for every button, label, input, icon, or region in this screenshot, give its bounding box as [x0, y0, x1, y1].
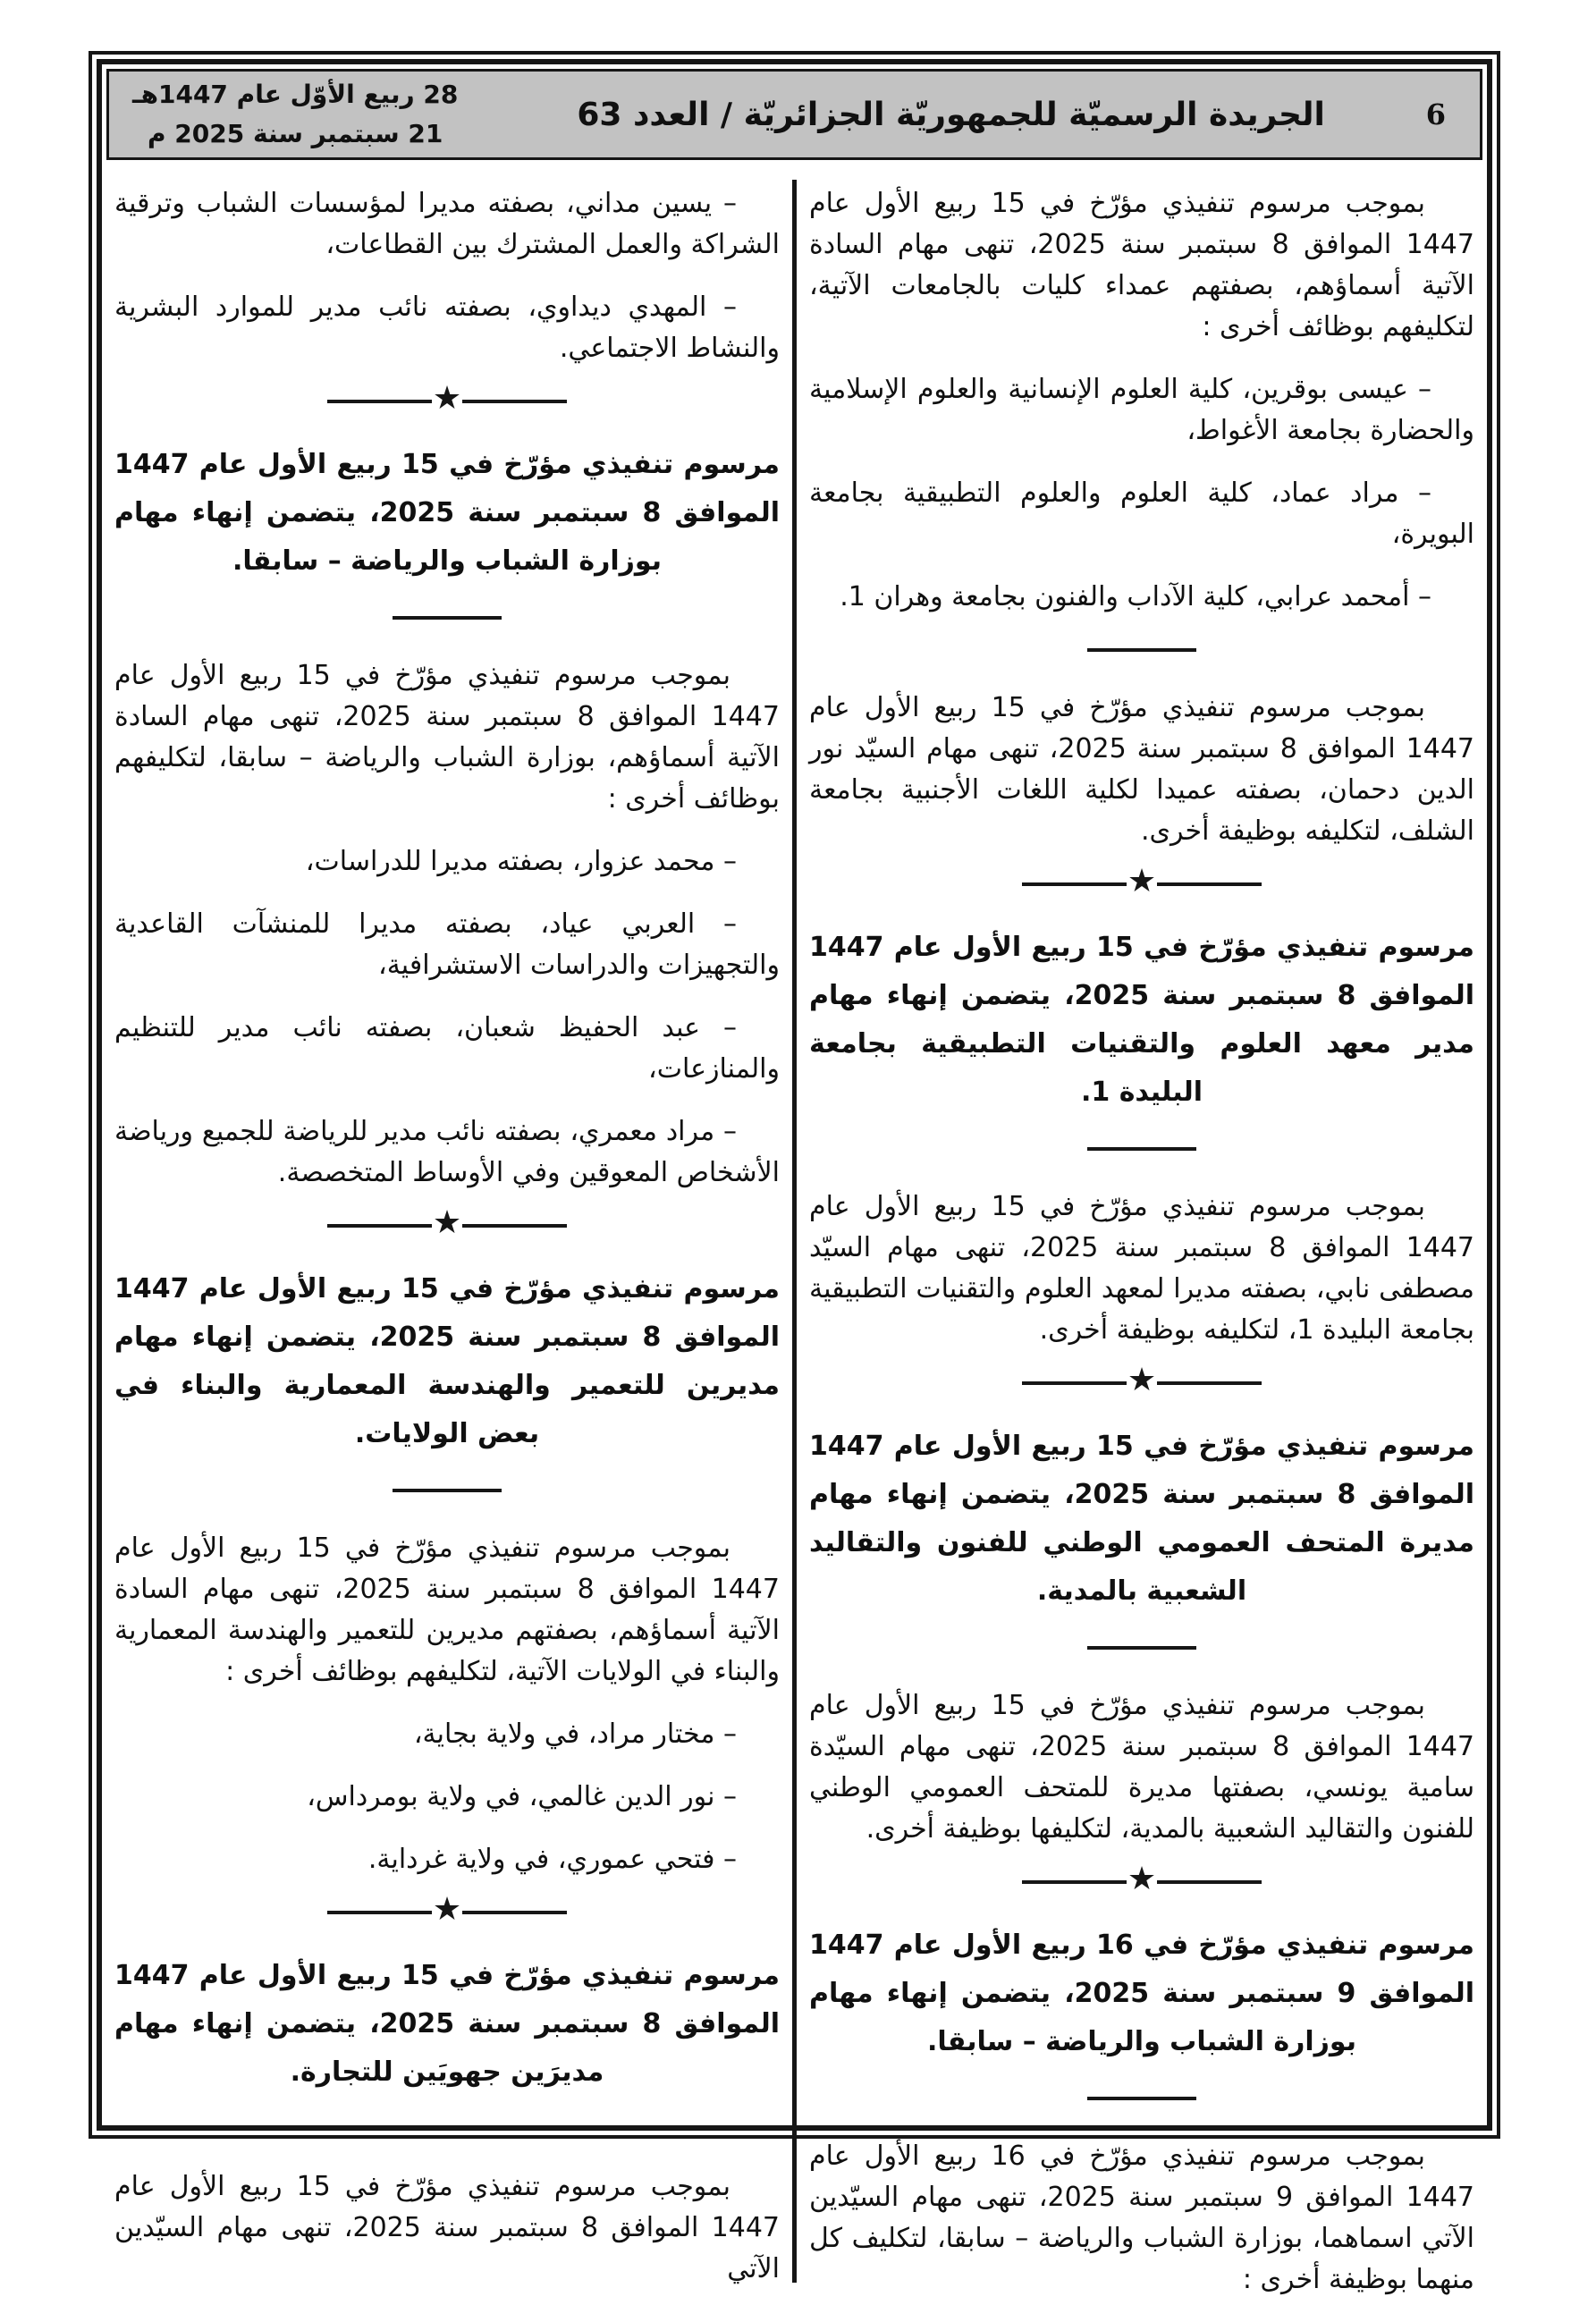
decree-paragraph: بموجب مرسوم تنفيذي مؤرّخ في 15 ربيع الأول عام 1447 الموافق 8 سبتمبر سنة 2025، تنهى مهام السادة الآتية أسماؤهم، بصفتهم عمداء كليات بالجامعات الآتية، لتكليفهم بوظائف أخرى : [809, 188, 1474, 342]
header [106, 69, 1482, 160]
separator-rule [1022, 1880, 1127, 1884]
separator-rule [327, 1224, 432, 1228]
decree-heading: مرسوم تنفيذي مؤرّخ في 15 ربيع الأول عام 1447 الموافق 8 سبتمبر سنة 2025، يتضمن إنهاء مهام مديرَين جهويَين للتجارة. [114, 1960, 780, 2088]
content-columns [102, 160, 1487, 2322]
list-item: – عبد الحفيظ شعبان، بصفته نائب مدير للتنظيم والمنازعات، [114, 1012, 780, 1085]
list-item: – فتحي عموري، في ولاية غرداية. [367, 1844, 737, 1875]
section-separator [393, 616, 502, 620]
star-separator [1022, 1362, 1262, 1398]
star-separator [327, 1204, 567, 1241]
page-number: 6 [1425, 97, 1446, 131]
decree-paragraph: بموجب مرسوم تنفيذي مؤرّخ في 15 ربيع الأول عام 1447 الموافق 8 سبتمبر سنة 2025، تنهى مهام السيّد نور الدين دحمان، بصفته عميدا لكلية اللغات الأجنبية بجامعة الشلف، لتكليفه بوظيفة أخرى. [809, 692, 1474, 847]
section-separator [393, 1489, 502, 1492]
decree-heading: مرسوم تنفيذي مؤرّخ في 15 ربيع الأول عام 1447 الموافق 8 سبتمبر سنة 2025، يتضمن إنهاء مهام مديرين للتعمير والهندسة المعمارية والبناء في بعض الولايات. [114, 1273, 780, 1449]
decree-heading: مرسوم تنفيذي مؤرّخ في 16 ربيع الأول عام 1447 الموافق 9 سبتمبر سنة 2025، يتضمن إنهاء مهام بوزارة الشباب والرياضة – سابقا. [809, 1929, 1474, 2057]
separator-rule [327, 1911, 432, 1914]
page-frame-inner [97, 59, 1492, 2295]
list-item: – عيسى بوقرين، كلية العلوم الإنسانية والعلوم الإسلامية والحضارة بجامعة الأغواط، [809, 374, 1474, 446]
star-separator [327, 380, 567, 417]
decree-heading: مرسوم تنفيذي مؤرّخ في 15 ربيع الأول عام 1447 الموافق 8 سبتمبر سنة 2025، يتضمن إنهاء مهام مديرة المتحف العمومي الوطني للفنون والتقاليد الشعبية بالمدية. [809, 1431, 1474, 1607]
list-item: – أمحمد عرابي، كلية الآداب والفنون بجامعة وهران 1. [840, 581, 1431, 612]
separator-rule [327, 400, 432, 403]
decree-heading: مرسوم تنفيذي مؤرّخ في 15 ربيع الأول عام 1447 الموافق 8 سبتمبر سنة 2025، يتضمن إنهاء مهام مدير معهد العلوم والتقنيات التطبيقية بجامعة البليدة 1. [809, 932, 1474, 1108]
separator-rule [1022, 1381, 1127, 1385]
date-hijri: 28 ربيع الأوّل عام 1447هـ [132, 80, 459, 109]
list-item: – مراد عماد، كلية العلوم والعلوم التطبيقية بجامعة البويرة، [809, 477, 1474, 550]
header-date-block [109, 75, 467, 154]
column-right [797, 160, 1487, 2322]
list-item: – نور الدين غالمي، في ولاية بومرداس، [307, 1781, 737, 1812]
separator-rule [1157, 1381, 1262, 1385]
star-icon: ★ [1127, 1861, 1157, 1897]
list-item: – العربي عياد، بصفته مديرا للمنشآت القاعدية والتجهيزات والدراسات الاستشرافية، [114, 908, 780, 981]
section-separator [1087, 1646, 1196, 1650]
decree-paragraph: بموجب مرسوم تنفيذي مؤرّخ في 16 ربيع الأول عام 1447 الموافق 9 سبتمبر سنة 2025، تنهى مهام السيّدين الآتي اسماهما، بوزارة الشباب والرياضة – سابقا، لتكليف كل منهما بوظيفة أخرى : [809, 2140, 1474, 2295]
star-icon: ★ [1127, 1362, 1157, 1398]
column-left [102, 160, 792, 2322]
star-separator [327, 1891, 567, 1928]
list-item: – يسين مداني، بصفته مديرا لمؤسسات الشباب وترقية الشراكة والعمل المشترك بين القطاعات، [114, 188, 780, 260]
star-separator [1022, 863, 1262, 899]
section-separator [1087, 648, 1196, 652]
decree-paragraph: بموجب مرسوم تنفيذي مؤرّخ في 15 ربيع الأول عام 1447 الموافق 8 سبتمبر سنة 2025، تنهى مهام السيّد مصطفى نابي، بصفته مديرا لمعهد العلوم والتقنيات التطبيقية بجامعة البليدة 1، لتكليفه بوظيفة أخرى. [809, 1191, 1474, 1346]
separator-rule [1157, 882, 1262, 886]
decree-paragraph: بموجب مرسوم تنفيذي مؤرّخ في 15 ربيع الأول عام 1447 الموافق 8 سبتمبر سنة 2025، تنهى مهام السيّدة سامية يونسي، بصفتها مديرة للمتحف العمومي الوطني للفنون والتقاليد الشعبية بالمدية، لتكليفها بوظيفة أخرى. [809, 1690, 1474, 1845]
star-separator [1022, 1861, 1262, 1897]
decree-paragraph: بموجب مرسوم تنفيذي مؤرّخ في 15 ربيع الأول عام 1447 الموافق 8 سبتمبر سنة 2025، تنهى مهام السادة الآتية أسماؤهم، بوزارة الشباب والرياضة – سابقا، لتكليفهم بوظائف أخرى : [114, 660, 780, 815]
section-separator [1087, 2097, 1196, 2100]
list-item: – محمد عزوار، بصفته مديرا للدراسات، [305, 846, 737, 877]
separator-rule [462, 1911, 567, 1914]
decree-heading: مرسوم تنفيذي مؤرّخ في 15 ربيع الأول عام 1447 الموافق 8 سبتمبر سنة 2025، يتضمن إنهاء مهام بوزارة الشباب والرياضة – سابقا. [114, 449, 780, 577]
journal-title: الجريدة الرسميّة للجمهوريّة الجزائريّة / العدد 63 [577, 96, 1325, 133]
star-icon: ★ [432, 1891, 462, 1928]
page-frame [89, 51, 1500, 2295]
list-item: – المهدي ديداوي، بصفته نائب مدير للموارد البشرية والنشاط الاجتماعي. [114, 291, 780, 364]
star-icon: ★ [1127, 863, 1157, 899]
separator-rule [462, 1224, 567, 1228]
separator-rule [1022, 882, 1127, 886]
list-item: – مراد معمري، بصفته نائب مدير للرياضة للجميع ورياضة الأشخاص المعوقين وفي الأوساط المتخصصة. [114, 1116, 780, 1188]
separator-rule [1157, 1880, 1262, 1884]
section-separator [1087, 1147, 1196, 1151]
list-item: – مختار مراد، في ولاية بجاية، [413, 1718, 737, 1750]
decree-paragraph: بموجب مرسوم تنفيذي مؤرّخ في 15 ربيع الأول عام 1447 الموافق 8 سبتمبر سنة 2025، تنهى مهام السادة الآتية أسماؤهم، بصفتهم مديرين للتعمير والهندسة المعمارية والبناء في الولايات الآتية، لتكليفهم بوظائف أخرى : [114, 1533, 780, 1687]
decree-paragraph: بموجب مرسوم تنفيذي مؤرّخ في 15 ربيع الأول عام 1447 الموافق 8 سبتمبر سنة 2025، تنهى مهام السيّدين الآتي [114, 2171, 780, 2284]
section-separator [393, 2127, 502, 2131]
star-icon: ★ [432, 380, 462, 417]
separator-rule [462, 400, 567, 403]
star-icon: ★ [432, 1204, 462, 1241]
date-gregorian: 21 سبتمبر سنة 2025 م [148, 119, 443, 148]
